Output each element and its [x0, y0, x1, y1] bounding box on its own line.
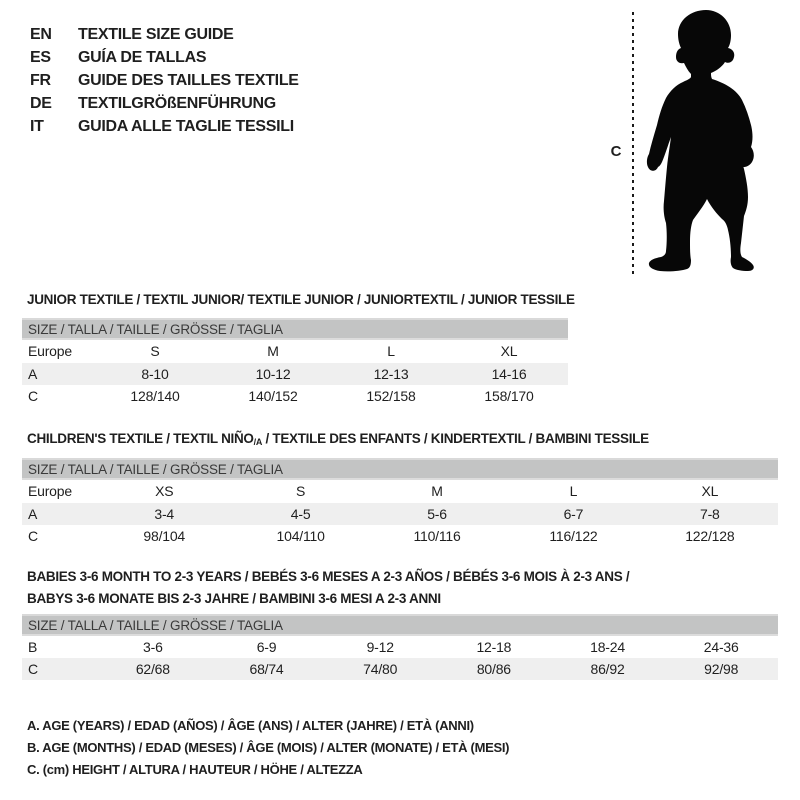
section-title-part: CHILDREN'S TEXTILE / TEXTIL NIÑO [27, 431, 254, 446]
table-row [22, 363, 568, 385]
size-value-cell: 128/140 [130, 388, 180, 404]
size-table [22, 614, 778, 680]
size-value-cell: 5-6 [427, 506, 447, 522]
size-value-cell: S [296, 483, 306, 499]
guide-title: TEXTILE SIZE GUIDE [78, 26, 234, 43]
footnote-list [27, 715, 509, 781]
row-label: Europe [28, 483, 72, 499]
size-value-cell: 86/92 [590, 661, 625, 677]
size-value-cell: 92/98 [704, 661, 739, 677]
size-table [22, 318, 568, 407]
size-value-cell: 12-13 [373, 366, 409, 382]
size-value-cell: 122/128 [685, 528, 735, 544]
language-code: IT [30, 118, 44, 135]
language-row [30, 115, 299, 138]
size-value-cell: 3-6 [143, 639, 163, 655]
size-value-cell: L [387, 343, 395, 359]
section-title-line [27, 428, 649, 453]
size-value-cell: 158/170 [484, 388, 534, 404]
size-value-cell: XL [500, 343, 518, 359]
size-value-cell: 18-24 [590, 639, 625, 655]
footnote: C. (cm) HEIGHT / ALTURA / HAUTEUR / HÖHE / ALTEZZA [27, 762, 363, 777]
table-row [22, 340, 568, 363]
guide-title: GUIDE DES TAILLES TEXTILE [78, 72, 299, 89]
height-measure-dotted-line [632, 12, 634, 278]
size-value-cell: L [569, 483, 578, 499]
footnote: A. AGE (YEARS) / EDAD (AÑOS) / ÂGE (ANS) / ALTER (JAHRE) / ETÀ (ANNI) [27, 718, 474, 733]
table-row [22, 503, 778, 525]
table-row [22, 480, 778, 503]
size-value-cell: 68/74 [249, 661, 284, 677]
size-value-cell: 62/68 [135, 661, 170, 677]
size-value-cell: 80/86 [476, 661, 511, 677]
section-title-part: BABYS 3-6 MONATE BIS 2-3 JAHRE / BAMBINI 3-6 MESI A 2-3 ANNI [27, 591, 441, 606]
section-title-part: BABIES 3-6 MONTH TO 2-3 YEARS / BEBÉS 3-6 MESES A 2-3 AÑOS / BÉBÉS 3-6 MOIS À 2-3 ANS / [27, 569, 630, 584]
size-value-cell: 98/104 [143, 528, 186, 544]
size-value-cell: 110/116 [413, 528, 461, 544]
row-label: C [28, 661, 38, 677]
size-value-cell: 4-5 [290, 506, 311, 522]
size-value-cell: M [431, 483, 443, 499]
section-title [27, 566, 629, 610]
child-silhouette [645, 5, 760, 280]
size-value-cell: 7-8 [700, 506, 720, 522]
row-label: A [28, 506, 38, 522]
size-value-cell: 104/110 [276, 528, 325, 544]
table-row [22, 636, 778, 658]
size-value-cell: 6-7 [563, 506, 584, 522]
row-label: Europe [28, 343, 72, 359]
height-measure-label: C [610, 143, 622, 160]
size-value-cell: 9-12 [366, 639, 394, 655]
size-table [22, 458, 778, 547]
section-title-line [27, 289, 575, 311]
size-value-cell: S [150, 343, 160, 359]
language-row [30, 23, 299, 46]
size-value-cell: 3-4 [154, 506, 175, 522]
section-title-part: JUNIOR TEXTILE / TEXTIL JUNIOR/ TEXTILE JUNIOR / JUNIORTEXTIL / JUNIOR TESSILE [27, 292, 575, 307]
guide-title: GUIDA ALLE TAGLIE TESSILI [78, 118, 294, 135]
size-value-cell: 8-10 [141, 366, 169, 382]
row-label: B [28, 639, 38, 655]
section-title [27, 428, 649, 453]
language-code: FR [30, 72, 51, 89]
guide-title: TEXTILGRÖßENFÜHRUNG [78, 95, 276, 112]
size-value-cell: 140/152 [248, 388, 298, 404]
size-header-bar: SIZE / TALLA / TAILLE / GRÖSSE / TAGLIA [22, 460, 778, 480]
language-code: ES [30, 49, 51, 66]
size-value-cell: 24-36 [703, 639, 739, 655]
language-title-list [30, 23, 299, 138]
table-row [22, 658, 778, 680]
size-value-cell: 74/80 [363, 661, 398, 677]
section-title-part: / TEXTILE DES ENFANTS / KINDERTEXTIL / BAMBINI TESSILE [262, 431, 649, 446]
section-title-part: /A [253, 437, 263, 447]
size-value-cell: XL [701, 483, 719, 499]
table-row [22, 525, 778, 547]
size-value-cell: 14-16 [491, 366, 527, 382]
size-value-cell: M [267, 343, 279, 359]
size-value-cell: 12-18 [476, 639, 512, 655]
language-row [30, 92, 299, 115]
guide-title: GUÍA DE TALLAS [78, 49, 207, 66]
language-row [30, 69, 299, 92]
table-row [22, 385, 568, 407]
language-code: DE [30, 95, 52, 112]
size-header-bar: SIZE / TALLA / TAILLE / GRÖSSE / TAGLIA [22, 320, 568, 340]
section-title [27, 289, 575, 311]
row-label: C [28, 388, 38, 404]
size-header-bar: SIZE / TALLA / TAILLE / GRÖSSE / TAGLIA [22, 616, 778, 636]
size-value-cell: 152/158 [366, 388, 416, 404]
language-row [30, 46, 299, 69]
size-value-cell: XS [155, 483, 174, 499]
row-label: A [28, 366, 38, 382]
footnote: B. AGE (MONTHS) / EDAD (MESES) / ÂGE (MOIS) / ALTER (MONATE) / ETÀ (MESI) [27, 740, 510, 755]
size-value-cell: 6-9 [256, 639, 277, 655]
size-value-cell: 116/122 [549, 528, 598, 544]
section-title-line [27, 588, 629, 610]
size-value-cell: 10-12 [255, 366, 291, 382]
language-code: EN [30, 26, 52, 43]
section-title-line [27, 566, 629, 588]
row-label: C [28, 528, 38, 544]
